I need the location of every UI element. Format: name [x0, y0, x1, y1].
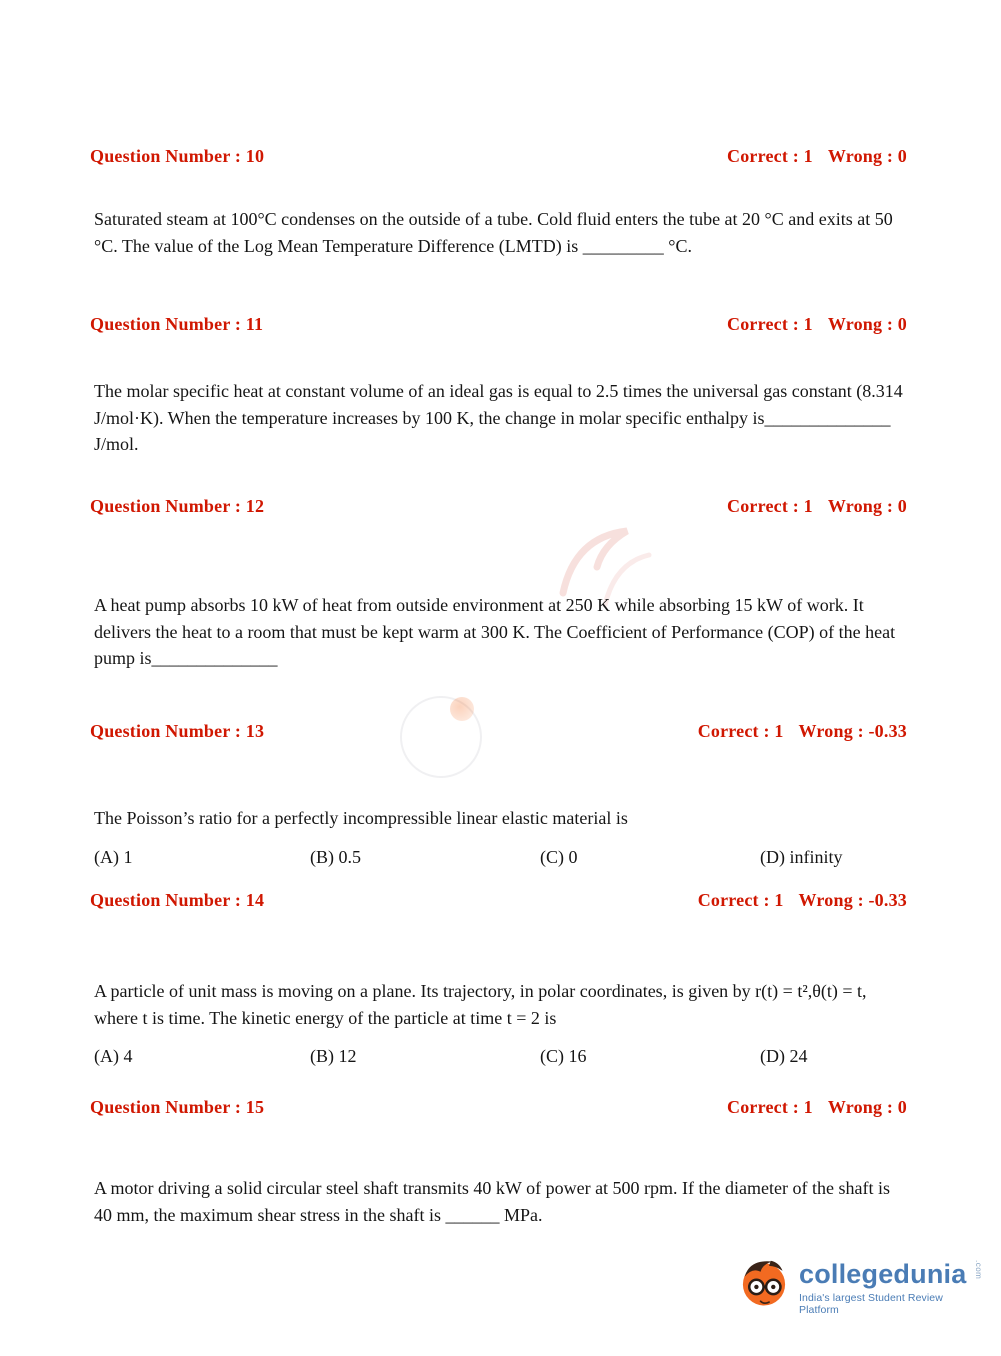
- option-d: (D) infinity: [760, 847, 843, 867]
- question-14-header: [90, 890, 907, 911]
- question-11-header: [90, 314, 907, 335]
- option-b: (B) 0.5: [310, 847, 361, 867]
- question-number-label: Question Number : 12: [90, 496, 265, 516]
- option-d: (D) 24: [760, 1046, 808, 1066]
- question-13-body: The Poisson’s ratio for a perfectly incompressible linear elastic material is: [94, 808, 628, 828]
- option-c: (C) 16: [540, 1046, 587, 1066]
- option-c: (C) 0: [540, 847, 578, 867]
- question-10-body: Saturated steam at 100°C condenses on the outside of a tube. Cold fluid enters the tube at 20 °C and exits at 50 °C. The value of the Log Mean Temperature Difference (LMTD) is _________ °C.: [94, 209, 893, 256]
- watermark-dot: [450, 697, 474, 721]
- wrong-label: Wrong : -0.33: [798, 890, 907, 910]
- option-a: (A) 1: [94, 847, 133, 867]
- score-labels: [727, 1097, 907, 1118]
- wrong-label: Wrong : -0.33: [798, 721, 907, 741]
- question-13-header: [90, 721, 907, 742]
- brand-tagline: India's largest Student Review Platform: [799, 1292, 943, 1316]
- correct-label: Correct : 1: [727, 1097, 813, 1117]
- option-b: (B) 12: [310, 1046, 357, 1066]
- correct-label: Correct : 1: [727, 146, 813, 166]
- option-a: (A) 4: [94, 1046, 133, 1066]
- logo-text: [799, 1252, 983, 1316]
- question-15-header: [90, 1097, 907, 1118]
- score-labels: [698, 721, 907, 742]
- wrong-label: Wrong : 0: [827, 496, 907, 516]
- brand-suffix: .com: [974, 1260, 983, 1280]
- score-labels: [727, 146, 907, 167]
- wrong-label: Wrong : 0: [827, 1097, 907, 1117]
- question-number-label: Question Number : 11: [90, 314, 264, 334]
- collegedunia-logo: [737, 1252, 983, 1324]
- correct-label: Correct : 1: [697, 890, 784, 910]
- score-labels: [727, 314, 907, 335]
- correct-label: Correct : 1: [697, 721, 784, 741]
- question-11-body: The molar specific heat at constant volume of an ideal gas is equal to 2.5 times the universal gas constant (8.314 J/mol·K). When the temperature increases by 100 K, the change in molar specific enthalpy is______________ J/mol.: [94, 381, 903, 454]
- wrong-label: Wrong : 0: [827, 146, 907, 166]
- question-number-label: Question Number : 13: [90, 721, 265, 741]
- question-number-label: Question Number : 10: [90, 146, 265, 166]
- score-labels: [698, 890, 907, 911]
- question-10-header: [90, 146, 907, 167]
- wrong-label: Wrong : 0: [827, 314, 907, 334]
- question-12-body: A heat pump absorbs 10 kW of heat from outside environment at 250 K while absorbing 15 kW of work. It delivers the heat to a room that must be kept warm at 300 K. The Coefficient of Performance (COP) of the heat pump is______________: [94, 595, 896, 668]
- correct-label: Correct : 1: [727, 314, 813, 334]
- question-number-label: Question Number : 15: [90, 1097, 265, 1117]
- question-14-body: A particle of unit mass is moving on a plane. Its trajectory, in polar coordinates, is given by r(t) = t²,θ(t) = t, where t is time. The kinetic energy of the particle at time t = 2 is: [94, 981, 867, 1028]
- score-labels: [727, 496, 907, 517]
- question-number-label: Question Number : 14: [90, 890, 265, 910]
- collegedunia-mascot-icon: [737, 1252, 791, 1310]
- brand-name: collegedunia: [799, 1259, 967, 1289]
- correct-label: Correct : 1: [727, 496, 813, 516]
- question-12-header: [90, 496, 907, 517]
- question-15-body: A motor driving a solid circular steel shaft transmits 40 kW of power at 500 rpm. If the diameter of the shaft is 40 mm, the maximum shear stress in the shaft is ______ MPa.: [94, 1178, 890, 1225]
